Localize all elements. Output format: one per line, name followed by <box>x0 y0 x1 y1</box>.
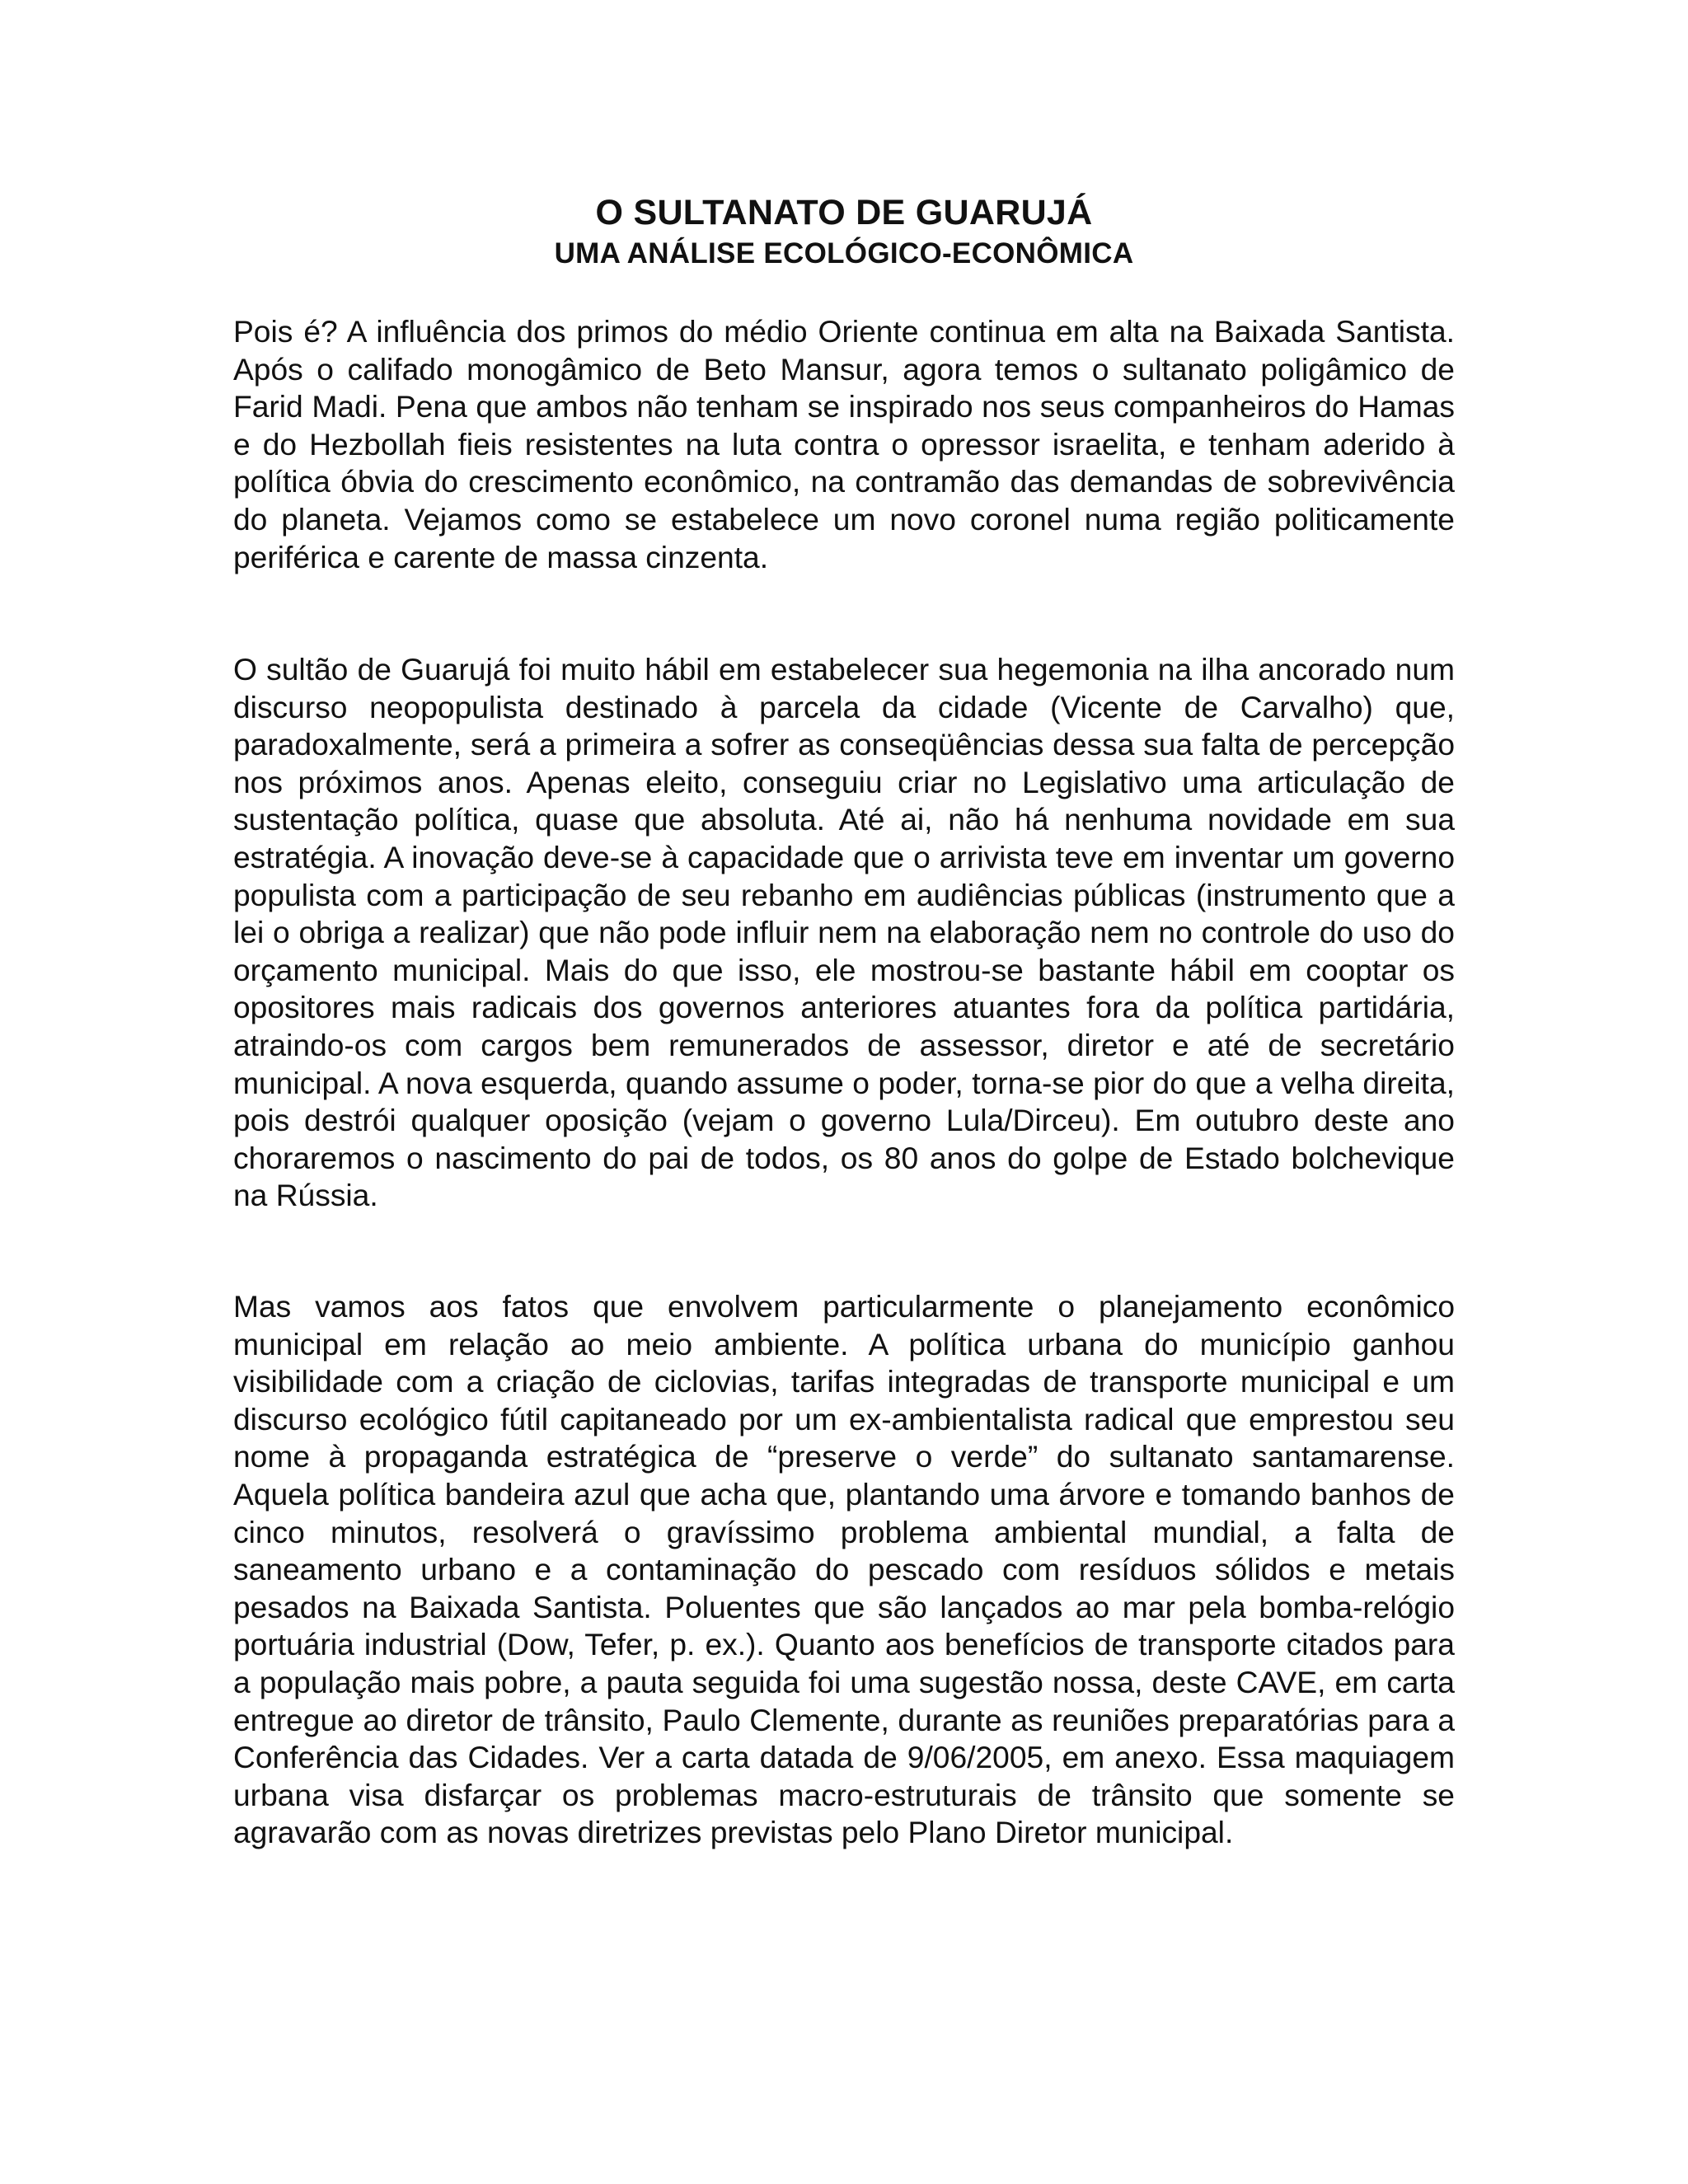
paragraph-intro: Pois é? A influência dos primos do médio Oriente continua em alta na Baixada Santista. Após o califado monogâmico de Beto Mansur, agora temos o sultanato poligâmico de Farid Madi. Pena que ambos não tenham se inspirado nos seus companheiros do Hamas e do Hezbollah fieis resistentes na luta contra o opressor israelita, e tenham aderido à política óbvia do crescimento econômico, na contramão das demandas de sobrevivência do planeta. Vejamos como se estabelece um novo coronel numa região politicamente periférica e carente de massa cinzenta. <box>233 314 1455 574</box>
paragraph-urban-policy: Mas vamos aos fatos que envolvem particularmente o planejamento econômico municipal em relação ao meio ambiente. A política urbana do município ganhou visibilidade com a criação de ciclovias, tarifas integradas de transporte municipal e um discurso ecológico fútil capitaneado por um ex-ambientalista radical que emprestou seu nome à propaganda estratégica de “preserve o verde” do sultanato santamarense. Aquela política bandeira azul que acha que, plantando uma árvore e tomando banhos de cinco minutos, resolverá o gravíssimo problema ambiental mundial, a falta de saneamento urbano e a contaminação do pescado com resíduos sólidos e metais pesados na Baixada Santista. Poluentes que são lançados ao mar pela bomba-relógio portuária industrial (Dow, Tefer, p. ex.). Quanto aos benefícios de transporte citados para a população mais pobre, a pauta seguida foi uma sugestão nossa, deste CAVE, em carta entregue ao diretor de trânsito, Paulo Clemente, durante as reuniões preparatórias para a Conferência das Cidades. Ver a carta datada de 9/06/2005, em anexo. Essa maquiagem urbana visa disfarçar os problemas macro-estruturais de trânsito que somente se agravarão com as novas diretrizes previstas pelo Plano Diretor municipal. <box>233 1289 1455 1850</box>
document-subtitle: UMA ANÁLISE ECOLÓGICO-ECONÔMICA <box>554 237 1134 269</box>
document-title: O SULTANATO DE GUARUJÁ <box>595 193 1093 232</box>
paragraph-sultan-strategy: O sultão de Guarujá foi muito hábil em estabelecer sua hegemonia na ilha ancorado num discurso neopopulista destinado à parcela da cidade (Vicente de Carvalho) que, paradoxalmente, será a primeira a sofrer as conseqüências dessa sua falta de percepção nos próximos anos. Apenas eleito, conseguiu criar no Legislativo uma articulação de sustentação política, quase que absoluta. Até ai, não há nenhuma novidade em sua estratégia. A inovação deve-se à capacidade que o arrivista teve em inventar um governo populista com a participação de seu rebanho em audiências públicas (instrumento que a lei o obriga a realizar) que não pode influir nem na elaboração nem no controle do uso do orçamento municipal. Mais do que isso, ele mostrou-se bastante hábil em cooptar os opositores mais radicais dos governos anteriores atuantes fora da política partidária, atraindo-os com cargos bem remunerados de assessor, diretor e até de secretário municipal. A nova esquerda, quando assume o poder, torna-se pior do que a velha direita, pois destrói qualquer oposição (vejam o governo Lula/Dirceu). Em outubro deste ano choraremos o nascimento do pai de todos, os 80 anos do golpe de Estado bolchevique na Rússia. <box>233 652 1455 1213</box>
